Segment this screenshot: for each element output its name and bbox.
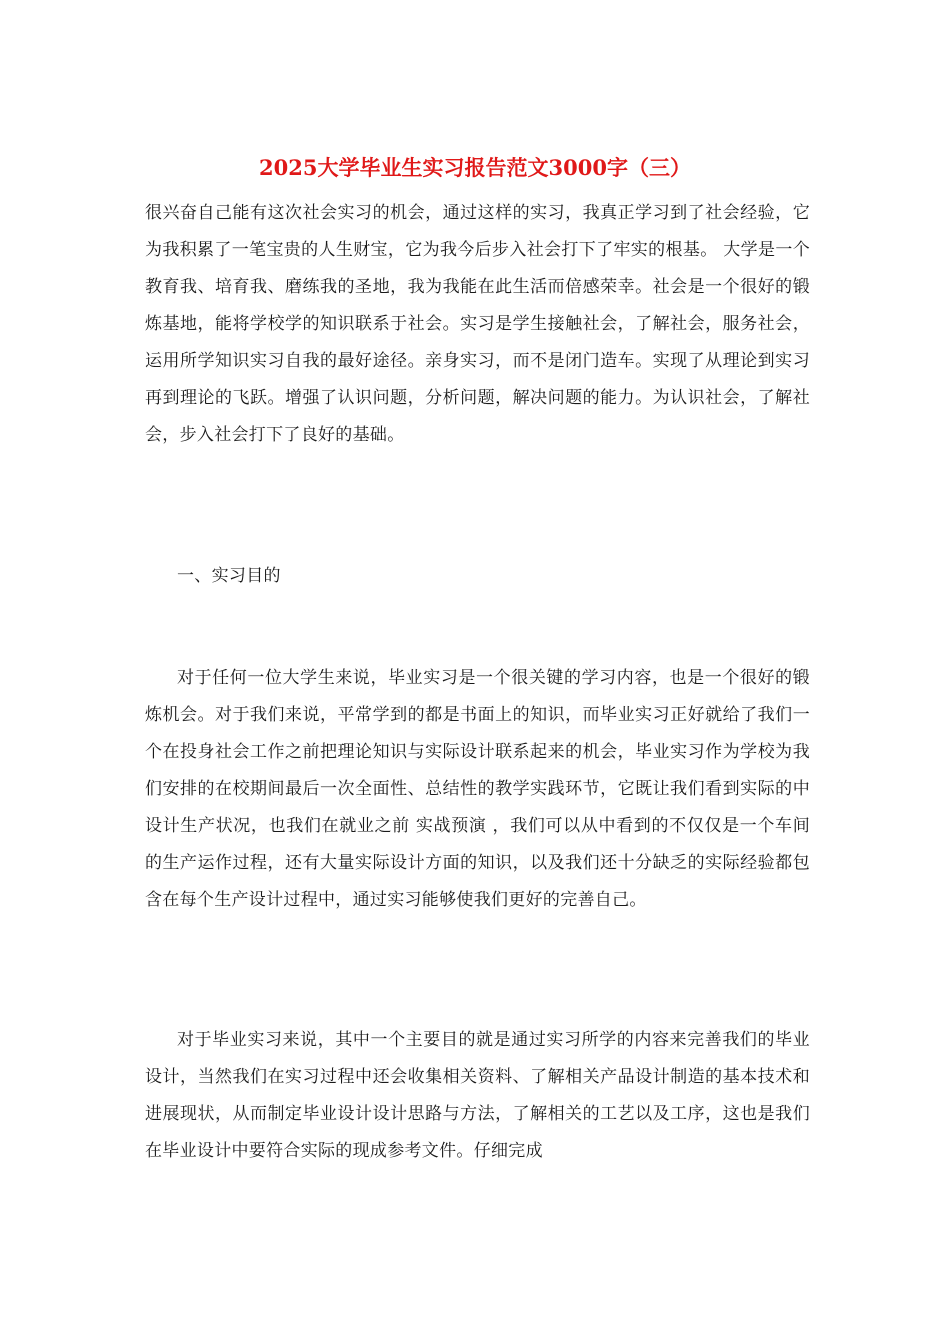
- document-title: 2025大学毕业生实习报告范文3000字（三）: [259, 155, 691, 180]
- section-heading: 一、实习目的: [177, 566, 281, 586]
- body-paragraph-1: 对于任何一位大学生来说，毕业实习是一个很关键的学习内容，也是一个很好的锻炼机会。对于我们来说，平常学到的都是书面上的知识，而毕业实习正好就给了我们一个在投身社会工作之前把理论知识与实际设计联系起来的机会，毕业实习作为学校为我们安排的在校期间最后一次全面性、总结性的教学实践环节，它既让我们看到实际的中设计生产状况，也我们在就业之前 实战预演 ，我们可以从中看到的不仅仅是一个车间的生产运作过程，还有大量实际设计方面的知识，以及我们还十分缺乏的实际经验都包含在每个生产设计过程中，通过实习能够使我们更好的完善自己。: [145, 668, 810, 910]
- intro-paragraph: 很兴奋自己能有这次社会实习的机会，通过这样的实习，我真正学习到了社会经验，它为我积累了一笔宝贵的人生财宝，它为我今后步入社会打下了牢实的根基。 大学是一个教育我、培育我、磨练我的圣地，我为我能在此生活而倍感荣幸。社会是一个很好的锻炼基地，能将学校学的知识联系于社会。实习是学生接触社会，了解社会，服务社会，运用所学知识实习自我的最好途径。亲身实习，而不是闭门造车。实现了从理论到实习再到理论的飞跃。增强了认识问题，分析问题，解决问题的能力。为认识社会，了解社会，步入社会打下了良好的基础。: [145, 203, 810, 445]
- body-paragraph-2: 对于毕业实习来说，其中一个主要目的就是通过实习所学的内容来完善我们的毕业设计，当然我们在实习过程中还会收集相关资料、了解相关产品设计制造的基本技术和进展现状，从而制定毕业设计设计思路与方法，了解相关的工艺以及工序，这也是我们在毕业设计中要符合实际的现成参考文件。仔细完成: [145, 1030, 810, 1161]
